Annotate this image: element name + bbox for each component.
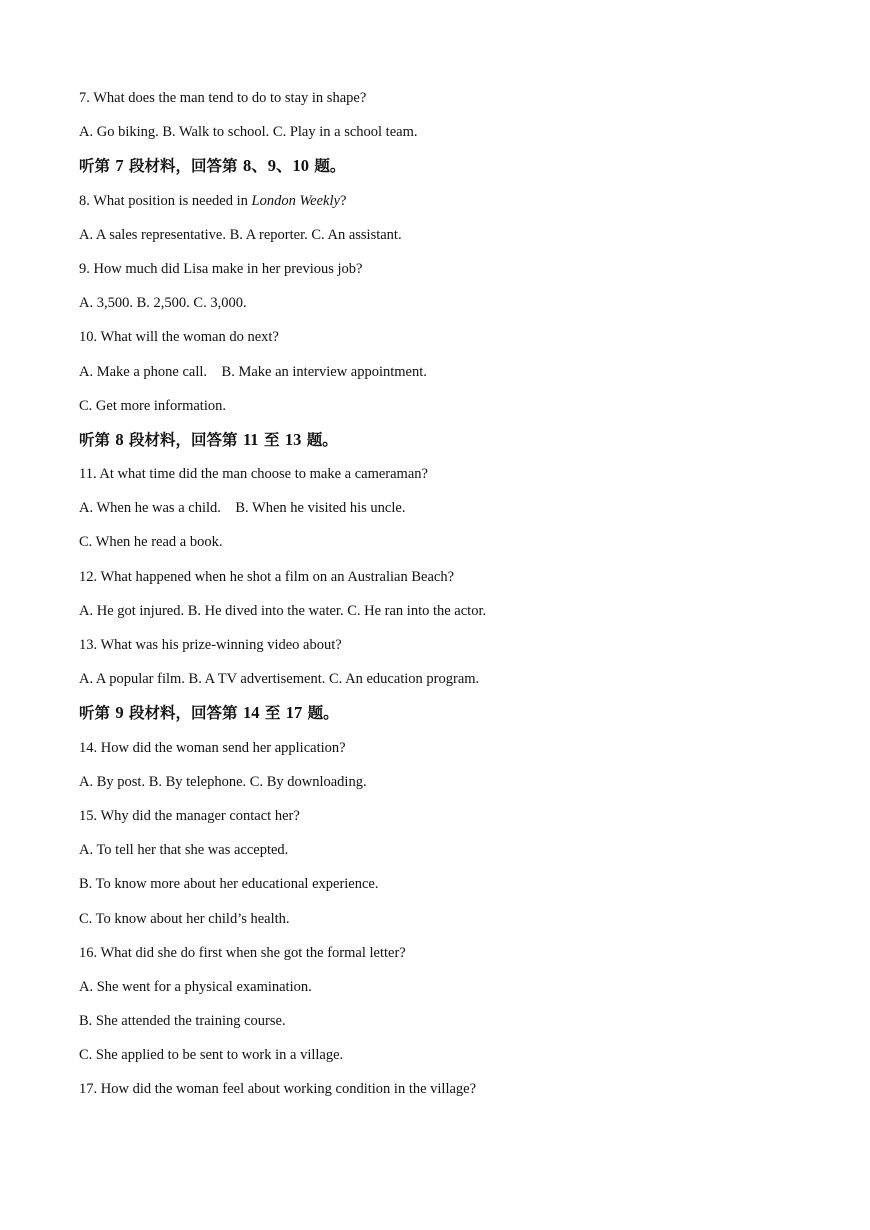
answer-options: A. Make a phone call. B. Make an interview appointment. xyxy=(79,363,427,380)
question-text xyxy=(79,189,819,223)
question-text: 14. How did the woman send her application? xyxy=(79,739,346,756)
question-text: 10. What will the woman do next? xyxy=(79,329,279,346)
answer-options: A. He got injured. B. He dived into the water. C. He ran into the actor. xyxy=(79,602,487,619)
question-text: 17. How did the woman feel about working condition in the village? xyxy=(79,1081,477,1098)
heading-part: 题。 xyxy=(301,430,338,449)
answer-options: C. She applied to be sent to work in a village. xyxy=(79,1047,344,1064)
section-heading xyxy=(79,428,819,462)
answer-options: B. She attended the training course. xyxy=(79,1013,286,1030)
answer-options: A. A popular film. B. A TV advertisement. C. An education program. xyxy=(79,671,480,688)
question-part: ? xyxy=(339,192,347,209)
section-heading xyxy=(79,701,819,735)
answer-options: B. To know more about her educational experience. xyxy=(79,876,379,893)
heading-part: 段材料，回答第 xyxy=(123,157,243,176)
question-text: 15. Why did the manager contact her? xyxy=(79,807,300,824)
question-part: 8. What position is needed in xyxy=(79,192,252,209)
answer-options: A. She went for a physical examination. xyxy=(79,978,312,995)
heading-part: 听第 xyxy=(79,157,116,176)
heading-part: 至 xyxy=(259,704,286,723)
answer-options: A. 3,500. B. 2,500. C. 3,000. xyxy=(79,295,247,312)
heading-part: 9 xyxy=(115,703,124,723)
question-text: 11. At what time did the man choose to make a cameraman? xyxy=(79,466,428,483)
heading-part: 14 xyxy=(242,703,260,723)
heading-part: 听第 xyxy=(79,704,116,723)
answer-options: C. To know about her child’s health. xyxy=(79,910,290,927)
heading-part: 题。 xyxy=(308,157,346,176)
answer-options: C. When he read a book. xyxy=(79,534,223,551)
heading-part: 听第 xyxy=(79,430,116,449)
heading-part: 11 xyxy=(242,429,259,449)
answer-options: C. Get more information. xyxy=(79,397,226,414)
heading-part: 8、9、10 xyxy=(242,156,309,176)
heading-part: 至 xyxy=(258,430,285,449)
heading-part: 13 xyxy=(284,429,302,449)
answer-options: A. To tell her that she was accepted. xyxy=(79,842,289,859)
question-text: 12. What happened when he shot a film on an Australian Beach? xyxy=(79,568,455,585)
heading-part: 段材料，回答第 xyxy=(123,430,243,449)
answer-options: A. A sales representative. B. A reporter. C. An assistant. xyxy=(79,226,402,243)
heading-part: 题。 xyxy=(302,704,339,723)
answer-options: A. When he was a child. B. When he visited his uncle. xyxy=(79,500,406,517)
question-text: 7. What does the man tend to do to stay in shape? xyxy=(79,90,367,106)
heading-part: 17 xyxy=(285,703,303,723)
heading-part: 段材料，回答第 xyxy=(123,704,243,723)
question-text: 16. What did she do first when she got the formal letter? xyxy=(79,944,406,961)
publication-title: London Weekly xyxy=(251,192,340,209)
heading-part: 7 xyxy=(115,156,124,176)
document-page xyxy=(79,86,819,1112)
heading-part: 8 xyxy=(115,429,124,449)
answer-options: A. Go biking. B. Walk to school. C. Play in a school team. xyxy=(79,124,418,141)
question-text: 9. How much did Lisa make in her previous job? xyxy=(79,260,363,277)
question-text: 13. What was his prize-winning video about? xyxy=(79,637,342,653)
answer-options: A. By post. B. By telephone. C. By downloading. xyxy=(79,773,367,790)
section-heading xyxy=(79,154,819,188)
